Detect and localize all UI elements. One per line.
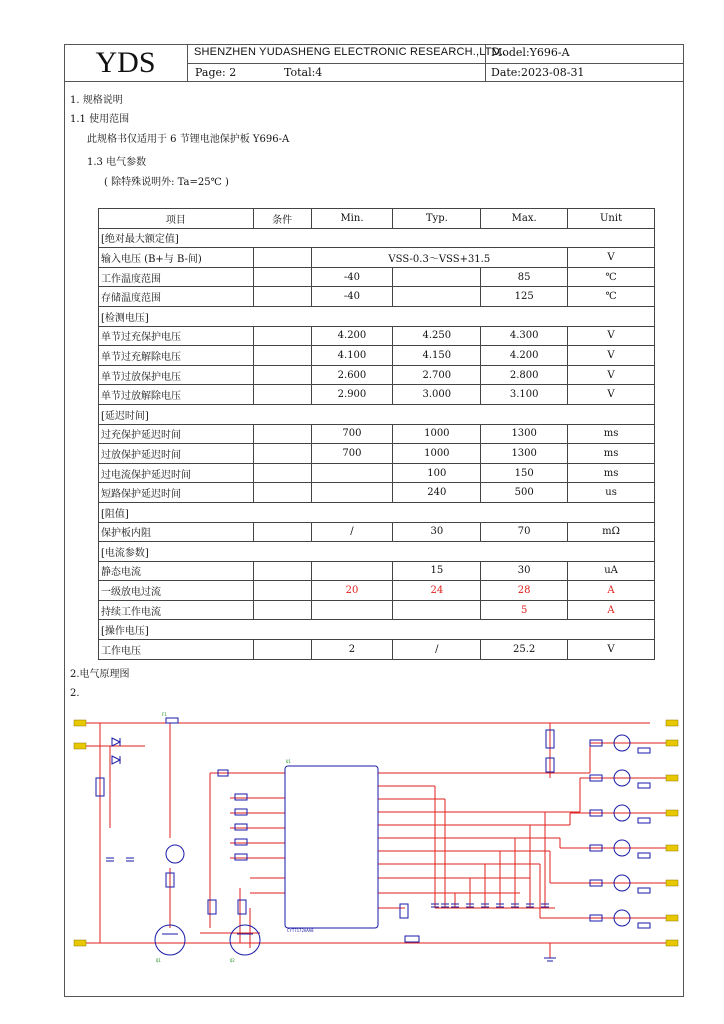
unit-cell: uA	[568, 561, 655, 581]
typ-cell: 240	[393, 483, 481, 503]
condition-cell	[253, 267, 311, 287]
condition-cell	[253, 326, 311, 346]
min-cell: 4.100	[311, 346, 393, 366]
header-condition: 条件	[253, 209, 311, 229]
circuit-schematic	[70, 708, 682, 970]
unit-cell: ℃	[568, 287, 655, 307]
unit-cell: ms	[568, 444, 655, 464]
param-name: 持续工作电流	[99, 600, 254, 620]
table-row	[99, 463, 655, 483]
table-row	[99, 385, 655, 405]
fuse-label: F1	[162, 712, 167, 717]
typ-cell: 3.000	[393, 385, 481, 405]
document-header	[64, 44, 684, 82]
group-label: [延迟时间]	[99, 404, 655, 424]
table-group-row	[99, 620, 655, 640]
table-group-row	[99, 228, 655, 248]
condition-cell	[253, 444, 311, 464]
unit-cell: V	[568, 640, 655, 660]
table-row	[99, 287, 655, 307]
min-cell: 4.200	[311, 326, 393, 346]
test-condition: ( 除特殊说明外: Ta=25℃ )	[104, 177, 229, 188]
table-row	[99, 600, 655, 620]
range-value: VSS-0.3～VSS+31.5	[311, 248, 568, 268]
table-row	[99, 561, 655, 581]
page-number: Page: 2	[195, 66, 237, 79]
param-name: 过放保护延迟时间	[99, 444, 254, 464]
table-row	[99, 346, 655, 366]
table-group-row	[99, 542, 655, 562]
typ-cell	[393, 600, 481, 620]
max-cell: 3.100	[481, 385, 568, 405]
table-group-row	[99, 306, 655, 326]
min-cell: -40	[311, 287, 393, 307]
condition-cell	[253, 561, 311, 581]
param-name: 单节过放保护电压	[99, 365, 254, 385]
typ-cell: 4.150	[393, 346, 481, 366]
group-label: [检测电压]	[99, 306, 655, 326]
max-cell: 4.300	[481, 326, 568, 346]
condition-cell	[253, 463, 311, 483]
param-name: 工作电压	[99, 640, 254, 660]
unit-cell: V	[568, 326, 655, 346]
typ-cell: 24	[393, 581, 481, 601]
condition-cell	[253, 248, 311, 268]
header-divider	[188, 63, 684, 64]
max-cell: 85	[481, 267, 568, 287]
param-name: 单节过充解除电压	[99, 346, 254, 366]
unit-cell: A	[568, 600, 655, 620]
unit-cell: V	[568, 385, 655, 405]
param-name: 保护板内阻	[99, 522, 254, 542]
max-cell: 30	[481, 561, 568, 581]
table-header-row	[99, 209, 655, 229]
document-date: Date:2023-08-31	[491, 66, 585, 79]
table-row	[99, 365, 655, 385]
min-cell: 2.900	[311, 385, 393, 405]
param-name: 工作温度范围	[99, 267, 254, 287]
unit-cell: V	[568, 248, 655, 268]
group-label: [操作电压]	[99, 620, 655, 640]
typ-cell: 100	[393, 463, 481, 483]
condition-cell	[253, 365, 311, 385]
min-cell: /	[311, 522, 393, 542]
section-heading-1: 1. 规格说明	[70, 95, 123, 106]
param-name: 过充保护延迟时间	[99, 424, 254, 444]
min-cell	[311, 561, 393, 581]
company-name: SHENZHEN YUDASHENG ELECTRONIC RESEARCH.,LTD..	[194, 46, 507, 58]
typ-cell: /	[393, 640, 481, 660]
max-cell: 70	[481, 522, 568, 542]
max-cell: 500	[481, 483, 568, 503]
group-label: [电流参数]	[99, 542, 655, 562]
typ-cell: 1000	[393, 424, 481, 444]
condition-cell	[253, 483, 311, 503]
typ-cell: 15	[393, 561, 481, 581]
company-logo: YDS	[64, 44, 188, 82]
header-typ: Typ.	[393, 209, 481, 229]
min-cell: 2.600	[311, 365, 393, 385]
param-name: 存储温度范围	[99, 287, 254, 307]
table-row	[99, 326, 655, 346]
table-group-row	[99, 404, 655, 424]
mosfet-q2-label: Q2	[230, 958, 235, 963]
max-cell: 25.2	[481, 640, 568, 660]
table-row	[99, 424, 655, 444]
header-min: Min.	[311, 209, 393, 229]
header-max: Max.	[481, 209, 568, 229]
unit-cell: A	[568, 581, 655, 601]
model-number: Model:Y696-A	[491, 46, 570, 59]
max-cell: 2.800	[481, 365, 568, 385]
ic-part-label: CYT7172AAA8	[287, 928, 314, 933]
max-cell: 28	[481, 581, 568, 601]
condition-cell	[253, 522, 311, 542]
param-name: 一级放电过流	[99, 581, 254, 601]
header-item: 项目	[99, 209, 254, 229]
mosfet-q1-label: Q1	[156, 958, 161, 963]
min-cell	[311, 463, 393, 483]
header-unit: Unit	[568, 209, 655, 229]
min-cell	[311, 600, 393, 620]
typ-cell: 4.250	[393, 326, 481, 346]
unit-cell: ℃	[568, 267, 655, 287]
scope-text: 此规格书仅适用于 6 节锂电池保护板 Y696-A	[87, 134, 290, 145]
max-cell: 1300	[481, 424, 568, 444]
max-cell: 150	[481, 463, 568, 483]
group-label: [阻值]	[99, 502, 655, 522]
table-row	[99, 483, 655, 503]
table-row	[99, 248, 655, 268]
table-row	[99, 267, 655, 287]
condition-cell	[253, 640, 311, 660]
typ-cell: 2.700	[393, 365, 481, 385]
param-name: 单节过放解除电压	[99, 385, 254, 405]
typ-cell	[393, 267, 481, 287]
typ-cell: 1000	[393, 444, 481, 464]
max-cell: 1300	[481, 444, 568, 464]
typ-cell: 30	[393, 522, 481, 542]
condition-cell	[253, 424, 311, 444]
condition-cell	[253, 600, 311, 620]
param-name: 过电流保护延迟时间	[99, 463, 254, 483]
table-row	[99, 522, 655, 542]
param-name: 单节过充保护电压	[99, 326, 254, 346]
max-cell: 4.200	[481, 346, 568, 366]
section-heading-2: 2.电气原理图	[70, 669, 130, 680]
section-heading-2-sub: 2.	[70, 688, 80, 699]
page-total: Total:4	[284, 66, 323, 79]
section-heading-1-1: 1.1 使用范围	[70, 114, 130, 125]
condition-cell	[253, 581, 311, 601]
table-row	[99, 581, 655, 601]
max-cell: 125	[481, 287, 568, 307]
max-cell: 5	[481, 600, 568, 620]
table-row	[99, 640, 655, 660]
unit-cell: V	[568, 365, 655, 385]
section-heading-1-3: 1.3 电气参数	[87, 157, 147, 168]
unit-cell: ms	[568, 424, 655, 444]
condition-cell	[253, 346, 311, 366]
condition-cell	[253, 385, 311, 405]
unit-cell: ms	[568, 463, 655, 483]
table-group-row	[99, 502, 655, 522]
min-cell: -40	[311, 267, 393, 287]
param-name: 静态电流	[99, 561, 254, 581]
min-cell: 700	[311, 424, 393, 444]
table-row	[99, 444, 655, 464]
ic-ref-label: U1	[286, 759, 291, 764]
min-cell: 700	[311, 444, 393, 464]
param-name: 短路保护延迟时间	[99, 483, 254, 503]
condition-cell	[253, 287, 311, 307]
min-cell: 20	[311, 581, 393, 601]
electrical-parameters-table	[98, 208, 655, 660]
min-cell: 2	[311, 640, 393, 660]
header-divider-vertical	[485, 44, 486, 82]
unit-cell: mΩ	[568, 522, 655, 542]
param-name: 输入电压 (B+与 B-间)	[99, 248, 254, 268]
typ-cell	[393, 287, 481, 307]
group-label: [绝对最大额定值]	[99, 228, 655, 248]
unit-cell: us	[568, 483, 655, 503]
min-cell	[311, 483, 393, 503]
unit-cell: V	[568, 346, 655, 366]
